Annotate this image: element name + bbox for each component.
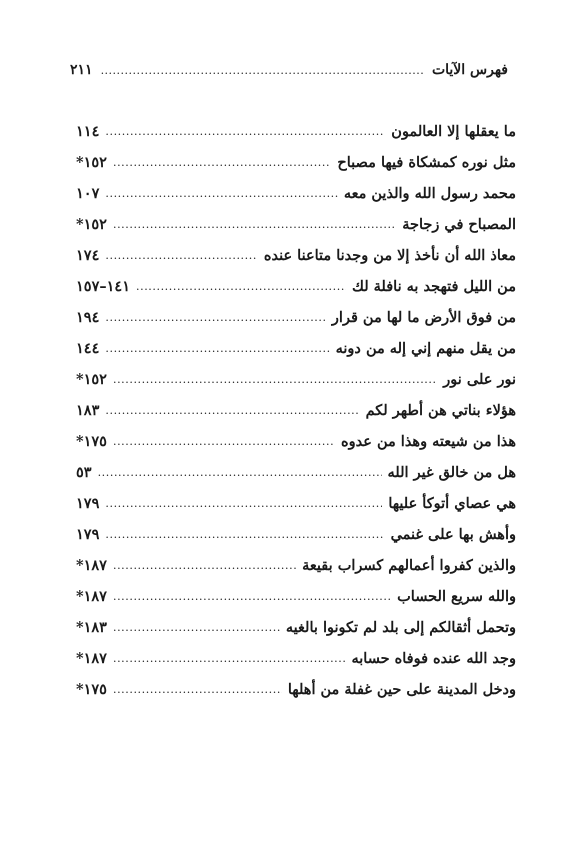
verse-index-list xyxy=(76,116,516,705)
page-header xyxy=(70,62,508,88)
verse-text: وتحمل أثقالكم إلى بلد لم تكونوا بالغيه xyxy=(285,619,516,636)
leader-dots xyxy=(113,621,280,634)
verse-text: هي عصاي أتوكأ عليها xyxy=(388,495,516,512)
leader-dots xyxy=(113,683,282,696)
verse-text: هؤلاء بناتي هن أطهر لكم xyxy=(365,402,516,419)
leader-dots xyxy=(105,311,326,324)
index-entry xyxy=(76,457,516,488)
index-entry xyxy=(76,333,516,364)
page-reference: ١٧٥* xyxy=(76,433,107,450)
page-reference: ١١٤ xyxy=(76,123,100,140)
page-number: ٢١١ xyxy=(70,62,93,78)
leader-dots xyxy=(105,249,258,262)
page-reference: ١٧٩ xyxy=(76,526,100,543)
index-entry xyxy=(76,643,516,674)
index-entry xyxy=(76,116,516,147)
index-entry xyxy=(76,364,516,395)
page-reference: ١٨٣* xyxy=(76,619,107,636)
verse-text: وأهش بها على غنمي xyxy=(390,526,516,543)
page-reference: ١٤١–١٥٧ xyxy=(76,278,130,295)
page-reference: ١٧٥* xyxy=(76,681,107,698)
index-entry xyxy=(76,240,516,271)
leader-dots xyxy=(105,497,382,510)
index-entry xyxy=(76,426,516,457)
verse-text: والذين كفروا أعمالهم كسراب بقيعة xyxy=(302,557,516,574)
verse-text: مثل نوره كمشكاة فيها مصباح xyxy=(337,154,516,171)
leader-dots xyxy=(105,404,359,417)
index-entry xyxy=(76,550,516,581)
verse-text: من الليل فتهجد به نافلة لك xyxy=(351,278,516,295)
verse-text: من يقل منهم إني إله من دونه xyxy=(335,340,516,357)
verse-text: محمد رسول الله والذين معه xyxy=(343,185,516,202)
index-entry xyxy=(76,519,516,550)
leader-dots xyxy=(113,559,296,572)
page-reference: ٥٣ xyxy=(76,464,92,481)
page-reference: ١٨٧* xyxy=(76,557,107,574)
verse-text: والله سريع الحساب xyxy=(397,588,516,605)
leader-dots xyxy=(136,280,346,293)
verse-text: هذا من شيعته وهذا من عدوه xyxy=(341,433,516,450)
verse-text: نور على نور xyxy=(443,371,516,388)
page-reference: ١٤٤ xyxy=(76,340,100,357)
page-reference: ١٧٩ xyxy=(76,495,100,512)
page-reference: ١٨٧* xyxy=(76,650,107,667)
index-entry xyxy=(76,147,516,178)
verse-text: معاذ الله أن نأخذ إلا من وجدنا متاعنا عنده xyxy=(263,247,516,264)
verse-text: المصباح في زجاجة xyxy=(402,216,516,233)
page-reference: ١٨٣ xyxy=(76,402,100,419)
leader-dots xyxy=(113,590,391,603)
index-entry xyxy=(76,302,516,333)
leader-dots xyxy=(113,652,346,665)
leader-dots xyxy=(105,125,385,138)
leader-dots xyxy=(105,187,337,200)
index-entry xyxy=(76,395,516,426)
leader-dots xyxy=(113,156,331,169)
page-reference: ١٨٧* xyxy=(76,588,107,605)
page-reference: ١٠٧ xyxy=(76,185,100,202)
leader-dots xyxy=(113,218,396,231)
leader-dots xyxy=(98,466,382,479)
index-entry xyxy=(76,209,516,240)
leader-dots xyxy=(113,435,335,448)
page-reference: ١٥٢* xyxy=(76,371,107,388)
page-reference: ١٩٤ xyxy=(76,309,100,326)
verse-text: وجد الله عنده فوفاه حسابه xyxy=(351,650,516,667)
page-reference: ١٧٤ xyxy=(76,247,100,264)
page-reference: ١٥٢* xyxy=(76,154,107,171)
leader-dots xyxy=(105,528,384,541)
page-reference: ١٥٢* xyxy=(76,216,107,233)
index-entry xyxy=(76,178,516,209)
index-entry xyxy=(76,271,516,302)
leader-dots xyxy=(101,64,424,77)
verse-text: من فوق الأرض ما لها من قرار xyxy=(331,309,516,326)
verse-text: هل من خالق غير الله xyxy=(387,464,516,481)
verse-text: ما يعقلها إلا العالمون xyxy=(391,123,516,140)
index-entry xyxy=(76,581,516,612)
leader-dots xyxy=(105,342,329,355)
index-entry xyxy=(76,674,516,705)
verse-text: ودخل المدينة على حين غفلة من أهلها xyxy=(287,681,516,698)
index-entry xyxy=(76,488,516,519)
running-title: فهرس الآيات xyxy=(431,62,508,78)
index-entry xyxy=(76,612,516,643)
leader-dots xyxy=(113,373,437,386)
